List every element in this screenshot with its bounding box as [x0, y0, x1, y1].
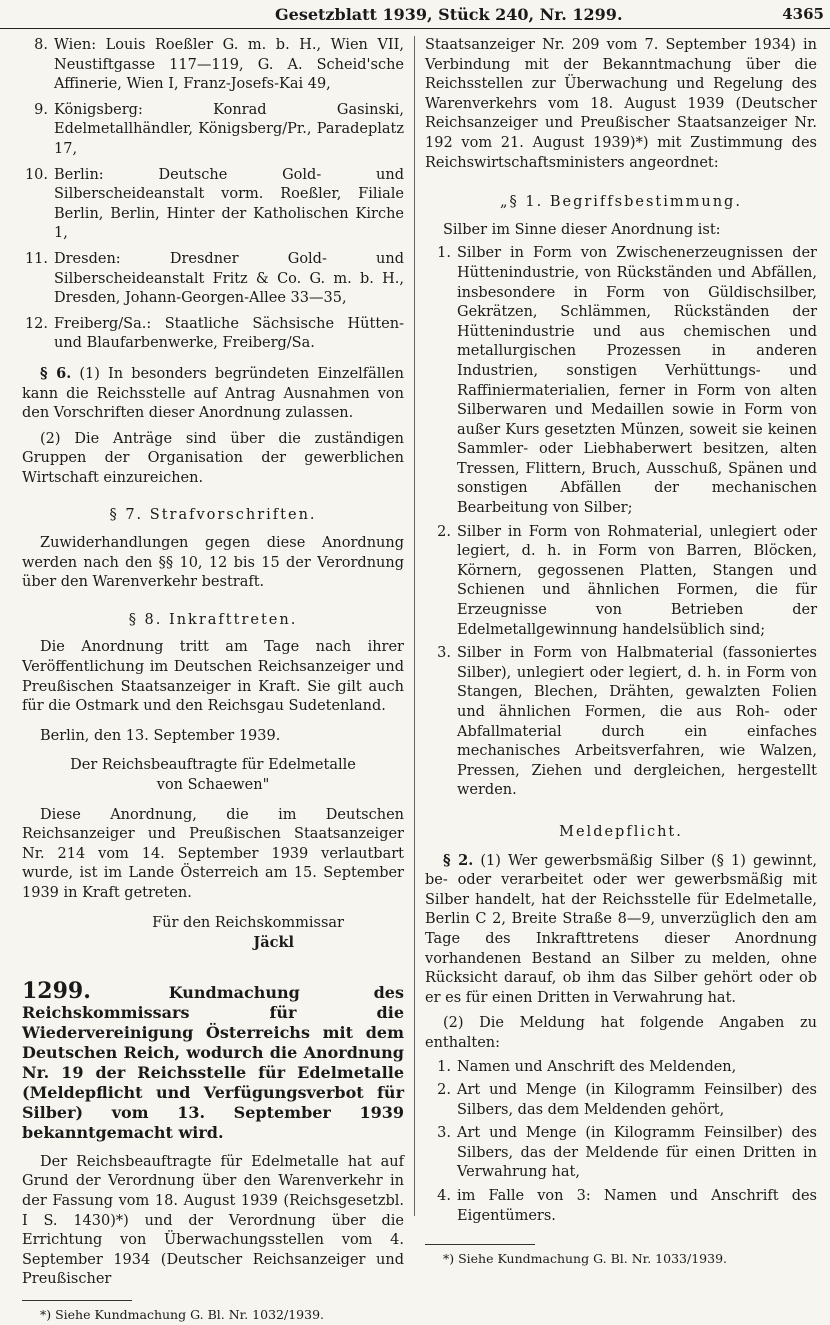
column-divider	[414, 36, 415, 1216]
section-6-paragraph-2: (2) Die Anträge sind über die zuständigen Gruppen der Organisation der gewerblichen Wirtschaft einzureichen.	[22, 430, 404, 486]
list-text: Art und Menge (in Kilogramm Feinsilber) des Silbers, das der Meldende für einen Dritten in Verwahrung hat,	[457, 1125, 817, 1181]
header-title: Gesetzblatt 1939, Stück 240, Nr. 1299.	[275, 5, 623, 24]
section-2-text: (1) Wer gewerbsmäßig Silber (§ 1) gewinnt, be- oder verarbeitet oder wer gewerbsmäßig mit Silber handelt, hat der Reichsstelle für Edelmetalle, Berlin C 2, Breite Straße 8—9, unverzüglich den am Tage des Inkrafttretens dieser Anordnung vorhandenen Bestand an Silber zu melden, ohne Rücksicht darauf, ob ihm das Silber gehört oder ob er es für einen Dritten in Verwahrung hat.	[425, 852, 817, 1006]
list-item	[425, 1187, 817, 1226]
list-text: Dresden: Dresdner Gold- und Silberscheideanstalt Fritz & Co. G. m. b. H., Dresden, Johann-Georgen-Allee 33—35,	[54, 250, 404, 307]
list-number: 11.	[24, 250, 48, 267]
list-text: im Falle von 3: Namen und Anschrift des Eigentümers.	[457, 1188, 817, 1224]
footnote-rule	[22, 1300, 132, 1301]
section-6-text: (1) In besonders begründeten Einzelfällen kann die Reichsstelle auf Antrag Ausnahmen von den Vorschriften dieser Anordnung zulassen.	[22, 365, 404, 422]
list-number: 10.	[24, 166, 48, 183]
list-number: 3.	[437, 645, 451, 662]
list-item	[22, 250, 404, 309]
list-text: Königsberg: Konrad Gasinski, Edelmetallhändler, Königsberg/Pr., Paradeplatz 17,	[54, 101, 404, 157]
list-number: 4.	[437, 1188, 451, 1205]
section-1-heading: „§ 1. Begriffsbestimmung.	[500, 194, 742, 211]
section-2-paragraph-2: (2) Die Meldung hat folgende Angaben zu enthalten:	[425, 1015, 817, 1051]
list-text: Berlin: Deutsche Gold- und Silberscheideanstalt vorm. Roeßler, Filiale Berlin, Berlin, Hinter der Katholischen Kirche 1,	[54, 166, 404, 242]
list-item	[425, 523, 817, 641]
report-contents-list	[425, 1058, 817, 1227]
list-number: 2.	[437, 1082, 451, 1099]
list-text: Namen und Anschrift des Meldenden,	[457, 1058, 737, 1075]
silver-definition-list	[425, 244, 817, 801]
list-item	[22, 101, 404, 160]
list-item	[22, 36, 404, 95]
signer-title: Der Reichsbeauftragte für Edelmetalle	[70, 757, 356, 774]
footnote: *) Siehe Kundmachung G. Bl. Nr. 1033/1939.	[443, 1251, 727, 1267]
list-item	[22, 166, 404, 244]
list-text: Silber in Form von Rohmaterial, unlegiert oder legiert, d. h. in Form von Barren, Blöcken, Körnern, gegossenen Platten, Stangen und Schienen und ähnlichen Formen, die für Erzeugnisse von Betrieben der Edelmetallgewinnung handelsüblich sind;	[457, 523, 817, 638]
section-8-heading: § 8. Inkrafttreten.	[128, 611, 298, 628]
list-item	[425, 244, 817, 518]
for-name: Jäckl	[253, 934, 294, 952]
list-number: 12.	[24, 315, 48, 332]
list-number: 8.	[34, 37, 48, 53]
announcement-title	[22, 977, 404, 1143]
announcement-number: 1299.	[22, 977, 91, 1004]
list-text: Art und Menge (in Kilogramm Feinsilber) des Silbers, das dem Meldenden gehört,	[457, 1082, 817, 1118]
list-item	[425, 644, 817, 801]
list-text: Silber in Form von Zwischenerzeugnissen der Hüttenindustrie, von Rückständen und Abfällen, insbesondere in Form von Güldischsilber, Gekrätzen, Schlämmen, Rückständen der Hüttenindustrie und aus chemischen und metallurgischen Prozessen in anderen Industrien, sonstigen Verhüttungs- und Raffiniermaterialien, ferner in Form von alten Silberwaren und Medaillen sowie in Form von außer Kurs gesetzten Münzen, soweit sie keinen Sammler- oder Liebhaberwert besitzen, alten Tressen, Flittern, Bruch, Ausschuß, Spänen und sonstigen Abfällen der mechanischen Bearbeitung von Silber;	[457, 245, 817, 517]
section-6-label: § 6.	[40, 364, 72, 382]
list-item	[425, 1124, 817, 1183]
list-number: 3.	[437, 1125, 451, 1142]
left-column	[22, 36, 404, 1325]
right-column	[425, 36, 817, 1269]
date-line: Berlin, den 13. September 1939.	[40, 727, 281, 744]
section-1-lead: Silber im Sinne dieser Anordnung ist:	[443, 221, 721, 238]
list-text: Freiberg/Sa.: Staatliche Sächsische Hütten- und Blaufarbenwerke, Freiberg/Sa.	[54, 315, 404, 352]
list-number: 1.	[437, 245, 451, 262]
list-item	[425, 1081, 817, 1120]
page-number: 4365	[782, 5, 824, 23]
publication-note: Diese Anordnung, die im Deutschen Reichsanzeiger und Preußischen Staatsanzeiger Nr. 214 vom 14. September 1939 verlautbart wurde, ist im Lande Österreich am 15. September 1939 in Kraft getreten.	[22, 806, 404, 901]
for-line: Für den Reichskommissar	[152, 914, 344, 931]
page-header	[0, 0, 830, 29]
meldepflicht-heading: Meldepflicht.	[559, 823, 683, 840]
list-number: 2.	[437, 523, 451, 540]
announcement-text: Kundmachung des Reichskommissars für die Wiedervereinigung Österreichs mit dem Deutschen Reich, wodurch die Anordnung Nr. 19 der Reichsstelle für Edelmetalle (Meldepflicht und Verfügungsverbot für Silber) vom 13. September 1939 bekanntgemacht wird.	[22, 982, 404, 1142]
signer-name: von Schaewen"	[156, 777, 270, 793]
list-text: Wien: Louis Roeßler G. m. b. H., Wien VII, Neustiftgasse 117—119, G. A. Scheid'sche Affinerie, Wien I, Franz-Josefs-Kai 49,	[54, 37, 404, 93]
section-7-heading: § 7. Strafvorschriften.	[109, 507, 317, 524]
list-number: 9.	[34, 101, 48, 118]
section-2-label: § 2.	[443, 851, 474, 869]
list-item	[425, 1058, 817, 1078]
footnote: *) Siehe Kundmachung G. Bl. Nr. 1032/1939.	[40, 1306, 324, 1322]
address-list	[22, 36, 404, 354]
footnote-rule	[425, 1244, 535, 1245]
intro-continuation: Staatsanzeiger Nr. 209 vom 7. September 1934) in Verbindung mit der Bekanntmachung über die Reichsstellen zur Überwachung und Regelung des Warenverkehrs vom 18. August 1939 (Deutscher Reichsanzeiger und Preußischer Staatsanzeiger Nr. 192 vom 21. August 1939)*) mit Zustimmung des Reichswirtschaftsministers angeordnet:	[425, 37, 817, 171]
list-text: Silber in Form von Halbmaterial (fassoniertes Silber), unlegiert oder legiert, d. h. in Form von Stangen, Blechen, Drähten, gewalzten Folien und ähnlichen Formen, die aus Roh- oder Abfallmaterial durch ein einfaches mechanisches Arbeitsverfahren, wie Walzen, Pressen, Ziehen und dergleichen, hergestellt werden.	[457, 645, 817, 799]
section-8-text: Die Anordnung tritt am Tage nach ihrer Veröffentlichung im Deutschen Reichsanzeiger und Preußischen Staatsanzeiger in Kraft. Sie gilt auch für die Ostmark und den Reichsgau Sudetenland.	[22, 639, 404, 715]
list-item	[22, 315, 404, 354]
section-2-paragraph-1	[425, 851, 817, 1009]
section-7-text: Zuwiderhandlungen gegen diese Anordnung werden nach den §§ 10, 12 bis 15 der Verordnung über den Warenverkehr bestraft.	[22, 535, 404, 591]
intro-text: Der Reichsbeauftragte für Edelmetalle hat auf Grund der Verordnung über den Warenverkehr in der Fassung vom 18. August 1939 (Reichsgesetzbl. I S. 1430)*) und der Verordnung über die Errichtung von Überwachungsstellen vom 4. September 1934 (Deutscher Reichsanzeiger und Preußischer	[22, 1153, 404, 1288]
section-6-paragraph-1	[22, 364, 404, 424]
list-number: 1.	[437, 1058, 451, 1075]
